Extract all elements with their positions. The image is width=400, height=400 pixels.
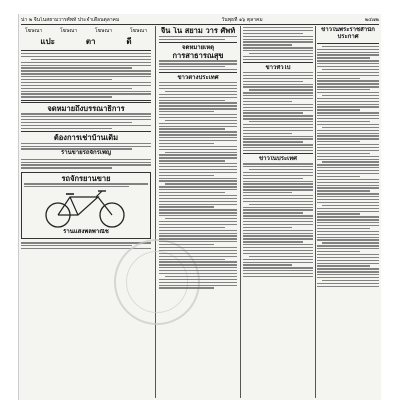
bicycle-ad (21, 172, 151, 240)
column-title: จีน โน สยาม วาร ศัพท์ (160, 27, 236, 35)
column-3 (243, 27, 313, 398)
article-text (21, 159, 151, 169)
bicycle-illustration (40, 189, 132, 229)
column-2 (159, 27, 237, 398)
masthead-item: โฆษณา (25, 28, 43, 34)
section-title: การสาธารณสุข (172, 51, 224, 60)
article-text (243, 27, 313, 60)
ad-shop: ร้านขายรถจักรเพ็ญ (60, 149, 112, 156)
masthead-word: แปะ (40, 36, 55, 46)
page-header (21, 17, 379, 25)
article-text (317, 46, 379, 287)
masthead-item: โฆษณา (129, 28, 147, 34)
header-left: น่า ๒ จีนโนสยามวารศัพท์ ประจำเดือนตุลาคม (21, 17, 120, 23)
article-text (243, 72, 313, 151)
masthead-items (21, 27, 151, 35)
column-1 (21, 27, 151, 398)
article-text (159, 82, 237, 289)
section-title: ข่าวในประเทศ (259, 156, 297, 163)
masthead-words (21, 35, 151, 48)
ad-title: ต้องการเช่าบ้านเดิม (53, 134, 119, 143)
bike-ad-shop: ร้านแสงพลพาณิช (63, 229, 109, 236)
article-text (159, 60, 237, 70)
column-divider (155, 26, 156, 398)
masthead-item: โฆษณา (94, 28, 113, 34)
column-divider (315, 26, 316, 398)
column-title: ข่าวทั่วไป (265, 65, 291, 72)
newspaper-page (18, 14, 381, 400)
bike-ad-title: รถจักรยานขาย (61, 174, 111, 183)
article-text (21, 143, 151, 150)
story-title: ข่าวต่างประเทศ (177, 75, 219, 82)
column-divider (240, 26, 241, 398)
masthead-item: โฆษณา (59, 28, 78, 34)
article-text (21, 53, 151, 98)
article-text (243, 163, 313, 277)
masthead-word: ดี (126, 36, 132, 46)
article-text (21, 113, 151, 129)
column-subtitle: จดหมายเหตุ (181, 44, 215, 51)
column-4 (317, 27, 379, 398)
masthead-word: ตา (85, 36, 96, 46)
header-center: วันพุธที่ ๑๖ ตุลาคม (221, 17, 263, 23)
column-title: ข่าวในพระราชสำนัก (321, 27, 375, 33)
section-title: จดหมายถึงบรรณาธิการ (47, 104, 125, 113)
header-right: ๒๔๗๒ (364, 17, 379, 23)
column-subtitle: ประกาศ (337, 33, 359, 40)
